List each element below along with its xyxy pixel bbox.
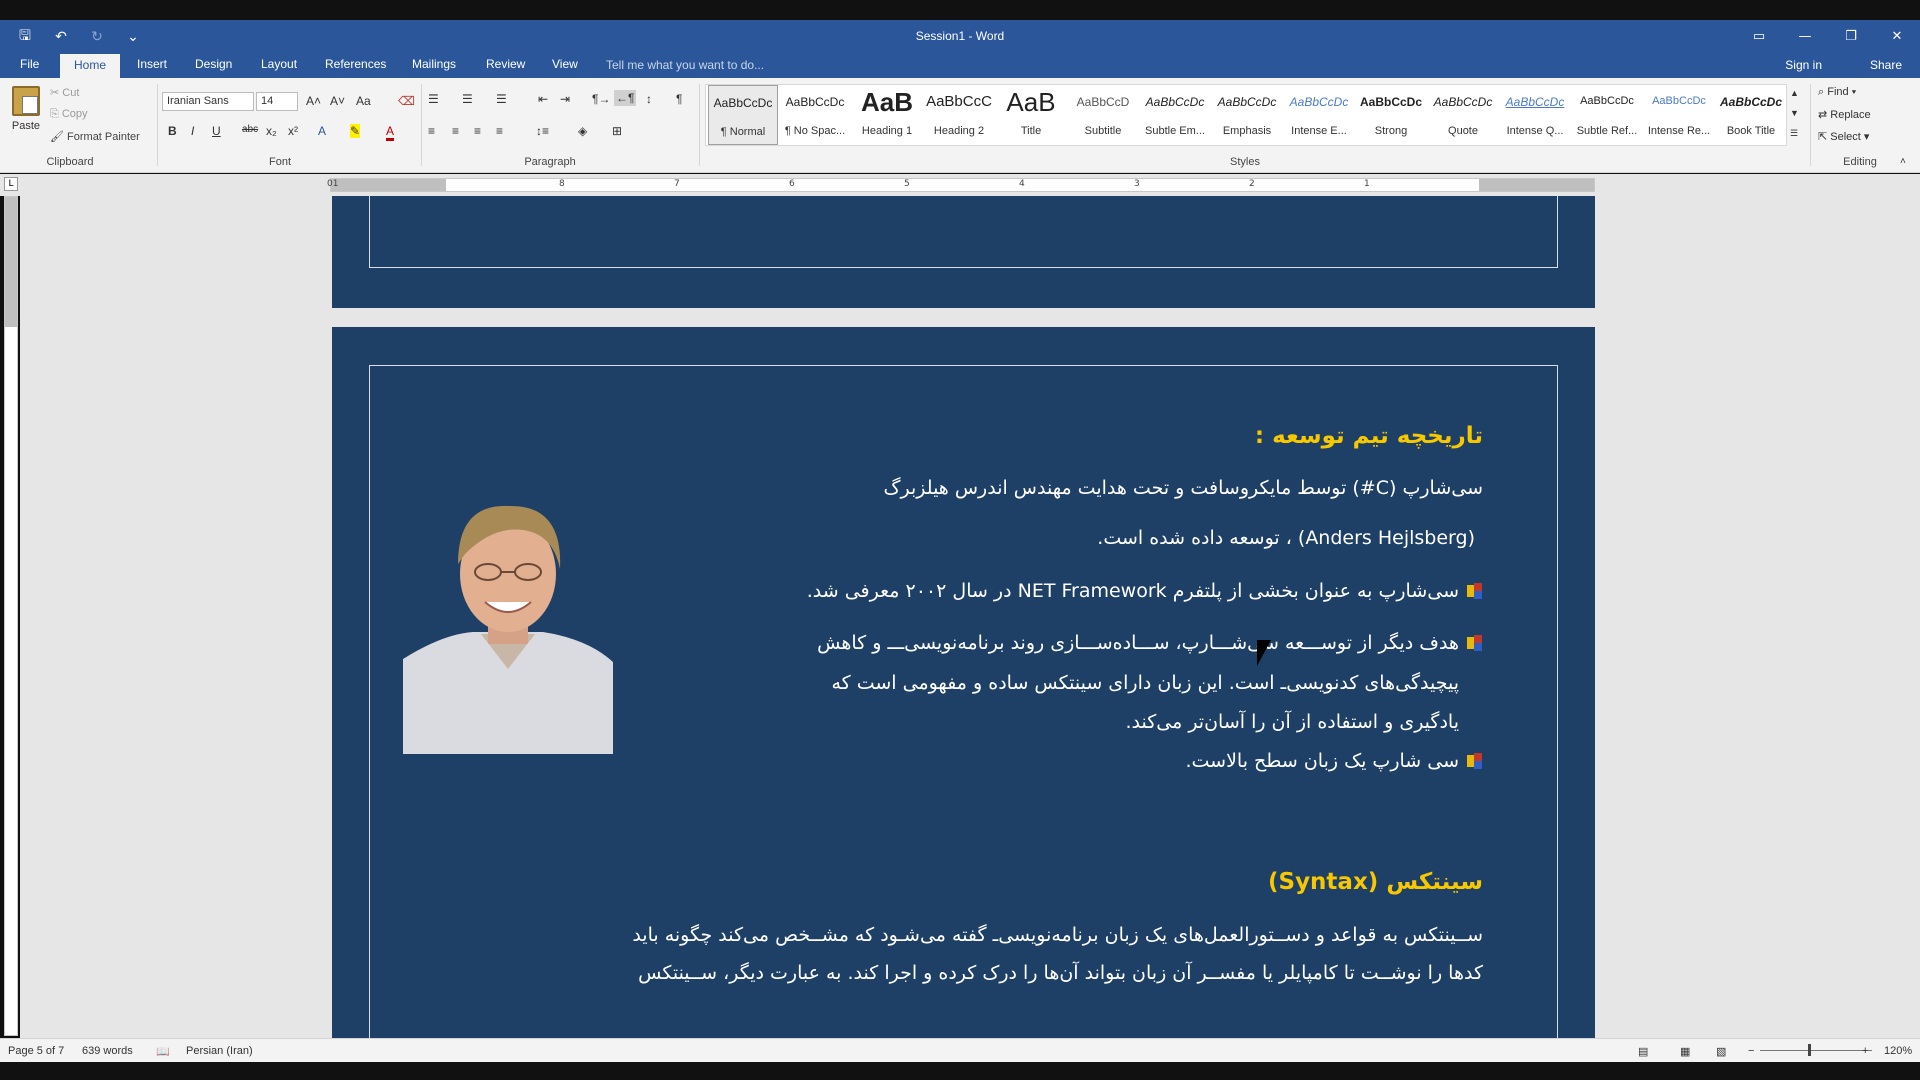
vruler-top-margin [5, 197, 17, 327]
document-area[interactable] [20, 196, 1920, 1038]
ruler-number: 7 [674, 179, 680, 189]
paragraph-line: ســینتکس به قواعد و دســتورالعمل‌های یک زبان برنامه‌نویسی‌ـ گفته می‌شـود که مشــخص می‌کند چگونه باید [632, 924, 1483, 946]
style-emphasis[interactable] [1212, 85, 1282, 145]
style-preview: AaBbCcDc [1359, 95, 1422, 109]
text-effects-button[interactable]: A [318, 124, 327, 138]
sign-in-link[interactable]: Sign in [1785, 58, 1822, 72]
shrink-font-button[interactable]: A˅ [330, 94, 346, 108]
style-subtle-emphasis[interactable] [1140, 85, 1210, 145]
title-bar [0, 20, 1920, 53]
proofing-icon[interactable]: 📖 [156, 1046, 170, 1058]
style-preview: AaBbCcC [926, 93, 992, 110]
tab-mailings[interactable]: Mailings [412, 57, 457, 71]
window-title: Session1 - Word [915, 29, 1005, 43]
style-heading-1[interactable] [852, 85, 922, 145]
bullets-button[interactable]: ☰ [428, 92, 439, 106]
paragraph-group-label: Paragraph [524, 156, 576, 168]
language-indicator[interactable]: Persian (Iran) [186, 1045, 253, 1057]
close-icon[interactable]: ✕ [1891, 29, 1903, 44]
align-left-button[interactable]: ≡ [428, 124, 436, 138]
show-formatting-button[interactable]: ¶ [676, 92, 683, 106]
style-name: Subtle Em... [1145, 125, 1205, 137]
style-name: Subtle Ref... [1576, 125, 1638, 137]
style-name: ¶ No Spac... [784, 125, 846, 137]
format-painter-label: Format Painter [67, 131, 140, 143]
style-preview: AaBbCcDc [1505, 95, 1565, 109]
ruler-number: 8 [559, 179, 565, 189]
font-color-button[interactable]: A [386, 124, 394, 141]
line-spacing-icon[interactable]: ↕≡ [536, 124, 550, 138]
bullet-item [563, 623, 1483, 663]
page-border [369, 196, 1558, 268]
undo-icon[interactable]: ↶ [55, 29, 67, 45]
ruler-number: 4 [1019, 179, 1025, 189]
ribbon-display-options-icon[interactable]: ▭ [1752, 29, 1766, 44]
zoom-out-icon[interactable]: − [1748, 1045, 1755, 1057]
window-controls [1736, 20, 1920, 53]
read-mode-icon[interactable]: ▤ [1638, 1046, 1649, 1058]
style-name: Emphasis [1222, 125, 1272, 137]
style-preview: AaBbCcDc [1433, 95, 1493, 109]
ruler-number: 3 [1134, 179, 1140, 189]
styles-scroll-down-icon[interactable]: ▼ [1790, 108, 1799, 118]
style-intense-emphasis[interactable] [1284, 85, 1354, 145]
style-preview: AaBbCcDc [1580, 95, 1634, 107]
style-name: Title [1020, 125, 1042, 137]
style-name: Strong [1374, 125, 1408, 137]
tab-selector[interactable]: L [4, 177, 18, 191]
superscript-button[interactable]: x² [288, 124, 298, 138]
bullet-icon [1467, 583, 1483, 599]
paste-label: Paste [11, 120, 41, 132]
align-center-button[interactable]: ≡ [452, 124, 460, 138]
rtl-direction-icon[interactable]: ←¶ [616, 91, 635, 105]
bullet-continuation: یادگیری و استفاده از آن را آسان‌تر می‌کند. [1125, 711, 1459, 733]
borders-icon[interactable]: ⊞ [612, 124, 623, 138]
section-heading-history: تاریخچه تیم توسعه : [1254, 423, 1483, 449]
tab-references[interactable]: References [325, 57, 387, 71]
style-preview: AaBbCcDc [1719, 95, 1782, 109]
style-preview: AaBbCcDc [1145, 95, 1205, 109]
style-subtle-reference[interactable] [1572, 85, 1642, 145]
highlight-button[interactable]: ✎ [350, 124, 361, 138]
italic-button[interactable]: I [191, 124, 195, 138]
style-title[interactable] [996, 85, 1066, 145]
styles-gallery [705, 84, 1787, 146]
style-preview: AaBbCcDc [1652, 95, 1706, 107]
multilevel-list-button[interactable]: ☰ [496, 92, 507, 106]
select-button[interactable]: ⇱ Select ▾ [1818, 131, 1870, 143]
style-preview: AaBbCcD [1076, 95, 1130, 109]
ruler-number: 6 [789, 179, 795, 189]
bullet-item [563, 741, 1483, 781]
web-layout-icon[interactable]: ▧ [1716, 1046, 1727, 1058]
ruler-right-margin [1479, 179, 1594, 191]
style-preview: AaBbCcDc [713, 96, 773, 110]
tab-review[interactable]: Review [486, 57, 526, 71]
page-current [332, 327, 1595, 1038]
bullet-text: هدف دیگر از توســـعه سی‌شـــارپ، ســـاده‌ســـازی روند برنامه‌نویسی‌ـــ و کاهش [817, 632, 1459, 654]
ruler-number: 2 [1249, 179, 1255, 189]
bottom-strip [0, 1062, 1920, 1080]
bullet-text: سی شارپ یک زبان سطح بالاست. [1185, 750, 1459, 772]
style-heading-2[interactable] [924, 85, 994, 145]
bold-button[interactable]: B [168, 124, 177, 138]
style-intense-quote[interactable] [1500, 85, 1570, 145]
top-strip [0, 0, 1920, 20]
restore-icon[interactable]: ❐ [1845, 29, 1857, 44]
tab-file[interactable]: File [20, 57, 40, 71]
bullet-text: سی‌شارپ به عنوان بخشی از پلتفرم NET Framework در سال ۲۰۰۲ معرفی شد. [806, 580, 1459, 602]
tab-layout[interactable]: Layout [261, 57, 298, 71]
status-bar [0, 1038, 1920, 1062]
portrait-photo [403, 484, 613, 754]
style-name: Subtitle [1084, 125, 1122, 137]
style-name: Intense E... [1291, 125, 1347, 137]
style-name: ¶ Normal [720, 126, 766, 138]
style-preview: AaB [860, 87, 913, 117]
ltr-direction-icon[interactable]: ¶→ [592, 92, 611, 106]
tab-insert[interactable]: Insert [137, 57, 168, 71]
copy-label: Copy [61, 108, 88, 120]
numbering-button[interactable]: ☰ [462, 92, 473, 106]
font-group-label: Font [268, 156, 291, 168]
ribbon [0, 78, 1920, 173]
collapse-ribbon-icon[interactable]: ˄ [1900, 156, 1906, 167]
style-subtitle[interactable] [1068, 85, 1138, 145]
tab-home[interactable]: Home [60, 54, 120, 78]
minimize-icon[interactable]: — [1798, 29, 1812, 44]
sort-button[interactable]: ↕ [646, 92, 652, 106]
style-preview: AaB [1006, 87, 1056, 117]
style-preview: AaBbCcDc [785, 95, 845, 109]
zoom-slider[interactable] [1760, 1050, 1872, 1051]
replace-label: Replace [1830, 109, 1871, 121]
style-book-title[interactable] [1716, 85, 1786, 145]
style-name: Book Title [1726, 125, 1776, 137]
tab-design[interactable]: Design [195, 57, 233, 71]
change-case-button[interactable]: Aa [356, 94, 371, 108]
style-name: Heading 1 [861, 125, 913, 137]
paragraph-line: کدها را نوشــت تا کامپایلر یا مفســر آن زبان بتواند آن‌ها را درک کرده و اجرا کند. به عبارت دیگر، ســینتکس [638, 962, 1483, 984]
editing-group-label: Editing [1843, 156, 1877, 168]
decrease-indent-icon[interactable]: ⇤ [538, 92, 549, 106]
styles-more-icon[interactable]: ☰ [1790, 128, 1799, 138]
style-preview: AaBbCcDc [1217, 95, 1277, 109]
bullet-icon [1467, 635, 1483, 651]
replace-button[interactable]: ⇄ Replace [1818, 109, 1871, 121]
find-label: Find [1827, 86, 1849, 98]
subscript-button[interactable]: x₂ [266, 124, 277, 138]
style-quote[interactable] [1428, 85, 1498, 145]
separator [699, 84, 700, 166]
mouse-pointer-icon [1257, 640, 1271, 666]
format-painter-button[interactable]: 🖌 Format Painter [50, 131, 140, 143]
clipboard-icon [12, 86, 40, 116]
select-label: Select [1830, 131, 1861, 143]
paragraph-line: (Anders Hejlsberg) ، توسعه داده شده است. [1097, 527, 1475, 549]
paste-button[interactable] [10, 86, 42, 132]
increase-indent-icon[interactable]: ⇥ [560, 92, 571, 106]
clear-formatting-button[interactable]: ⌫ [398, 94, 415, 108]
styles-scroll-up-icon[interactable]: ▲ [1790, 88, 1799, 98]
bullet-item [563, 571, 1483, 611]
page-previous [332, 196, 1595, 308]
strikethrough-button[interactable]: abc [242, 124, 259, 135]
redo-icon[interactable]: ↻ [91, 29, 103, 45]
ruler-bar [0, 174, 1920, 196]
cut-button[interactable]: ✂ Cut [50, 87, 80, 99]
tab-view[interactable]: View [552, 57, 578, 71]
separator [1810, 84, 1811, 166]
style-strong[interactable] [1356, 85, 1426, 145]
style-normal[interactable] [708, 85, 778, 145]
ruler-left-margin [331, 179, 446, 191]
style-preview: AaBbCcDc [1289, 95, 1349, 109]
style-intense-reference[interactable] [1644, 85, 1714, 145]
word-count[interactable]: 639 words [82, 1045, 133, 1057]
style-name: Intense Q... [1506, 125, 1564, 137]
page-count[interactable]: Page 5 of 7 [8, 1045, 65, 1057]
share-button[interactable]: Share [1869, 58, 1902, 72]
ruler-number: 1 [1364, 179, 1370, 189]
paragraph-line: سی‌شارپ (C#) توسط مایکروسافت و تحت هدایت مهندس اندرس هیلزبرگ [883, 477, 1483, 499]
styles-group-label: Styles [1230, 156, 1260, 168]
vertical-ruler[interactable] [4, 196, 18, 1036]
copy-button[interactable]: ⎘ Copy [50, 108, 88, 120]
zoom-in-icon[interactable]: + [1862, 1045, 1869, 1057]
underline-button[interactable]: U [212, 124, 221, 138]
justify-button[interactable]: ≡ [496, 124, 504, 138]
bullet-continuation: پیچیدگی‌های کدنویسی‌ـ است. این زبان دارای سینتکس ساده و مفهومی است که [831, 672, 1459, 694]
section-heading-syntax: سینتکس (Syntax) [1267, 869, 1483, 895]
find-button[interactable]: ⌕ Find ▾ [1818, 86, 1857, 98]
font-name-select[interactable]: Iranian Sans [162, 92, 254, 111]
align-right-button[interactable]: ≡ [474, 124, 482, 138]
horizontal-ruler[interactable] [327, 178, 1595, 192]
tell-me-box[interactable]: Tell me what you want to do... [606, 58, 765, 72]
ruler-number: 01 [327, 179, 339, 189]
grow-font-button[interactable]: A˄ [306, 94, 322, 108]
ruler-number: 5 [904, 179, 910, 189]
style-no-spacing[interactable] [780, 85, 850, 145]
customize-qat-icon[interactable]: ⌄ [127, 29, 139, 45]
cut-label: Cut [62, 87, 80, 99]
separator [421, 84, 422, 166]
bullet-icon [1467, 753, 1483, 769]
print-layout-icon[interactable]: ▦ [1680, 1046, 1691, 1058]
shading-icon[interactable]: ◈ [578, 124, 588, 138]
ribbon-tabs [0, 53, 1920, 78]
style-name: Quote [1448, 125, 1478, 137]
zoom-level[interactable]: 120% [1884, 1045, 1913, 1057]
font-size-select[interactable]: 14 [256, 92, 298, 111]
save-icon[interactable]: 🖫 [19, 28, 31, 44]
style-name: Heading 2 [933, 125, 985, 137]
zoom-slider-thumb[interactable] [1808, 1044, 1811, 1056]
separator [157, 84, 158, 166]
clipboard-group-label: Clipboard [46, 156, 94, 168]
style-name: Intense Re... [1647, 125, 1711, 137]
